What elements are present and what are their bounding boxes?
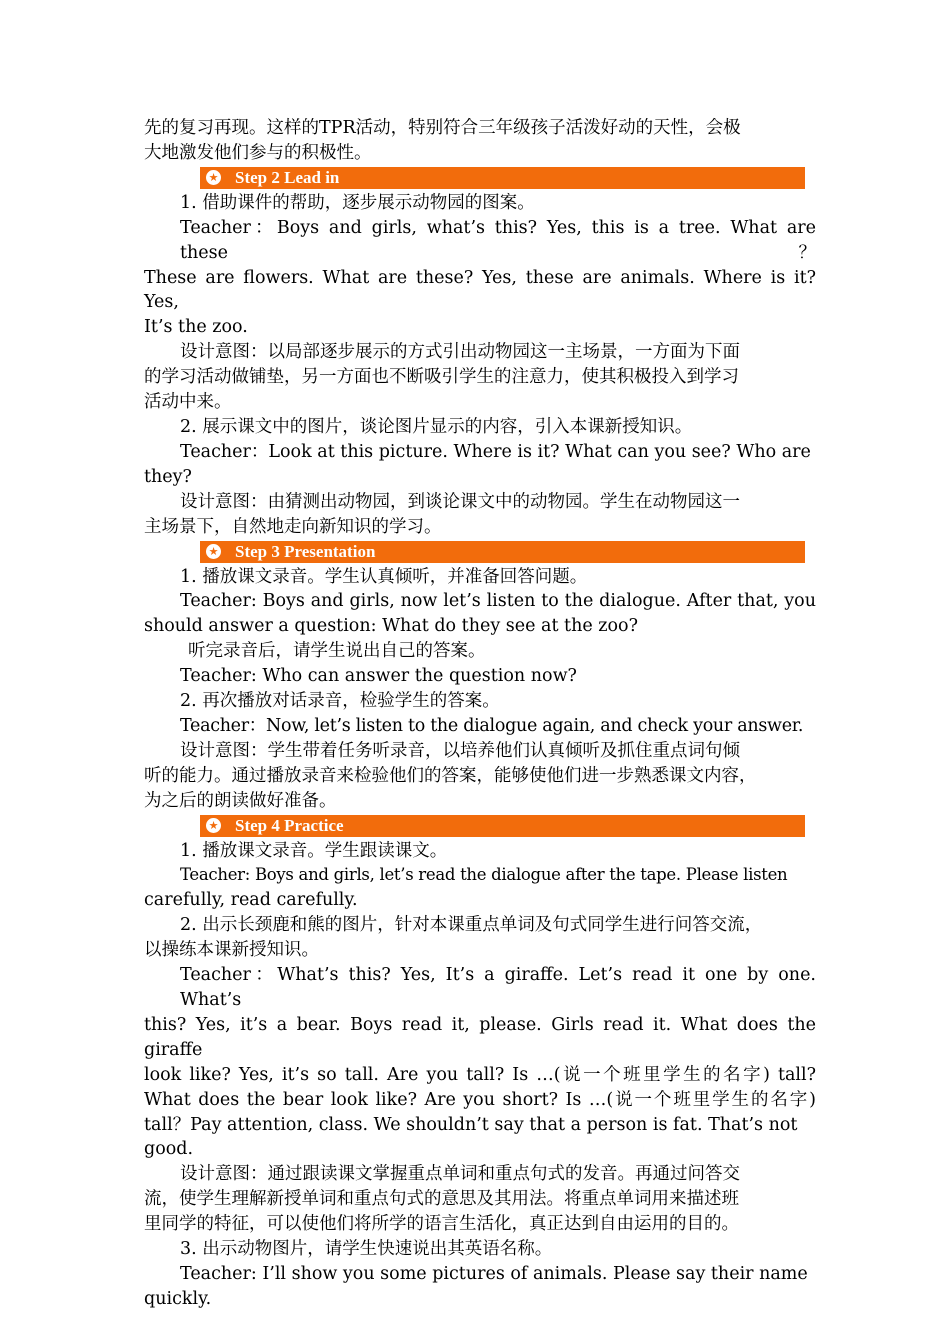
paragraph-line: 设计意图：由猜测出动物园，到谈论课文中的动物园。学生在动物园这一 — [180, 491, 740, 512]
paragraph-line: this? Yes, it’s a bear. Boys read it, please. Girls read it. What does the giraffe — [144, 1014, 816, 1060]
paragraph-line: look like? Yes, it’s so tall. Are you tall? Is …(说一个班里学生的名字) tall? — [144, 1064, 816, 1085]
paragraph-line: 2. 出示长颈鹿和熊的图片，针对本课重点单词及句式同学生进行问答交流， — [180, 915, 763, 936]
paragraph-line: 设计意图：通过跟读课文掌握重点单词和重点句式的发音。再通过问答交 — [180, 1164, 740, 1185]
document-body — [144, 116, 816, 1312]
step-2-heading — [200, 167, 805, 189]
paragraph-line: 2. 再次播放对话录音，检验学生的答案。 — [180, 691, 500, 712]
paragraph-line: 活动中来。 — [144, 392, 232, 413]
paragraph-line: These are flowers. What are these? Yes, these are animals. Where is it? Yes, — [144, 267, 816, 313]
paragraph-line: 里同学的特征，可以使他们将所学的语言生活化，真正达到自由运用的目的。 — [144, 1214, 739, 1235]
step-4-heading — [200, 815, 805, 837]
paragraph-line: 为之后的朗读做好准备。 — [144, 790, 337, 811]
paragraph-line: Teacher：Boys and girls, what’s this? Yes, this is a tree. What are these？ — [180, 217, 816, 263]
star-icon: ★ — [206, 170, 221, 185]
paragraph-line: they? — [144, 466, 192, 487]
paragraph-line: carefully, read carefully. — [144, 890, 358, 911]
paragraph-line: good. — [144, 1139, 194, 1160]
step-2-title: Step 2 Lead in — [235, 167, 340, 187]
paragraph-line: tall？Pay attention, class. We shouldn’t say that a person is fat. That’s not — [144, 1114, 798, 1135]
paragraph-line: 大地激发他们参与的积极性。 — [144, 142, 372, 163]
paragraph-line: Teacher：What’s this? Yes, It’s a giraffe. Let’s read it one by one. What’s — [180, 965, 816, 1010]
paragraph-line: Teacher: I’ll show you some pictures of animals. Please say their name — [180, 1263, 808, 1284]
paragraph-line: Teacher: Boys and girls, now let’s listen to the dialogue. After that, you — [180, 591, 816, 612]
star-icon: ★ — [206, 818, 221, 833]
paragraph-line: 听的能力。通过播放录音来检验他们的答案，能够使他们进一步熟悉课文内容， — [144, 765, 757, 786]
paragraph-line: quickly. — [144, 1288, 212, 1309]
step-3-title: Step 3 Presentation — [235, 541, 376, 561]
paragraph-line: Teacher：Look at this picture. Where is it? What can you see? Who are — [180, 441, 811, 462]
paragraph-line: 听完录音后，请学生说出自己的答案。 — [188, 641, 486, 662]
paragraph-line: Teacher: Who can answer the question now? — [180, 666, 577, 687]
paragraph-line: What does the bear look like? Are you short? Is …(说一个班里学生的名字) — [144, 1089, 816, 1110]
paragraph-line: 1. 播放课文录音。学生跟读课文。 — [180, 840, 448, 861]
paragraph-line: 的学习活动做铺垫，另一方面也不断吸引学生的注意力，使其积极投入到学习 — [144, 367, 739, 388]
paragraph-line: Teacher：Now, let’s listen to the dialogue again, and check your answer. — [180, 715, 804, 736]
paragraph-line: It’s the zoo. — [144, 317, 248, 338]
paragraph-line: 3. 出示动物图片，请学生快速说出其英语名称。 — [180, 1239, 553, 1260]
paragraph-line: 设计意图：学生带着任务听录音，以培养他们认真倾听及抓住重点词句倾 — [180, 740, 740, 761]
paragraph-line: 主场景下，自然地走向新知识的学习。 — [144, 516, 442, 537]
paragraph-line: 先的复习再现。这样的TPR活动，特别符合三年级孩子活泼好动的天性，会极 — [144, 118, 741, 138]
step-4-title: Step 4 Practice — [235, 815, 344, 835]
paragraph-line: 流，使学生理解新授单词和重点句式的意思及其用法。将重点单词用来描述班 — [144, 1189, 739, 1210]
paragraph-line: Teacher: Boys and girls, let’s read the dialogue after the tape. Please listen — [180, 865, 788, 885]
paragraph-line: 1. 借助课件的帮助，逐步展示动物园的图案。 — [180, 192, 535, 213]
paragraph-line: 2. 展示课文中的图片，谈论图片显示的内容，引入本课新授知识。 — [180, 416, 693, 437]
star-icon: ★ — [206, 544, 221, 559]
paragraph-line: 设计意图：以局部逐步展示的方式引出动物园这一主场景，一方面为下面 — [180, 342, 740, 363]
paragraph-line: 以操练本课新授知识。 — [144, 940, 319, 961]
paragraph-line: 1. 播放课文录音。学生认真倾听，并准备回答问题。 — [180, 566, 588, 587]
paragraph-line: should answer a question: What do they see at the zoo? — [144, 616, 638, 637]
step-3-heading — [200, 541, 805, 563]
